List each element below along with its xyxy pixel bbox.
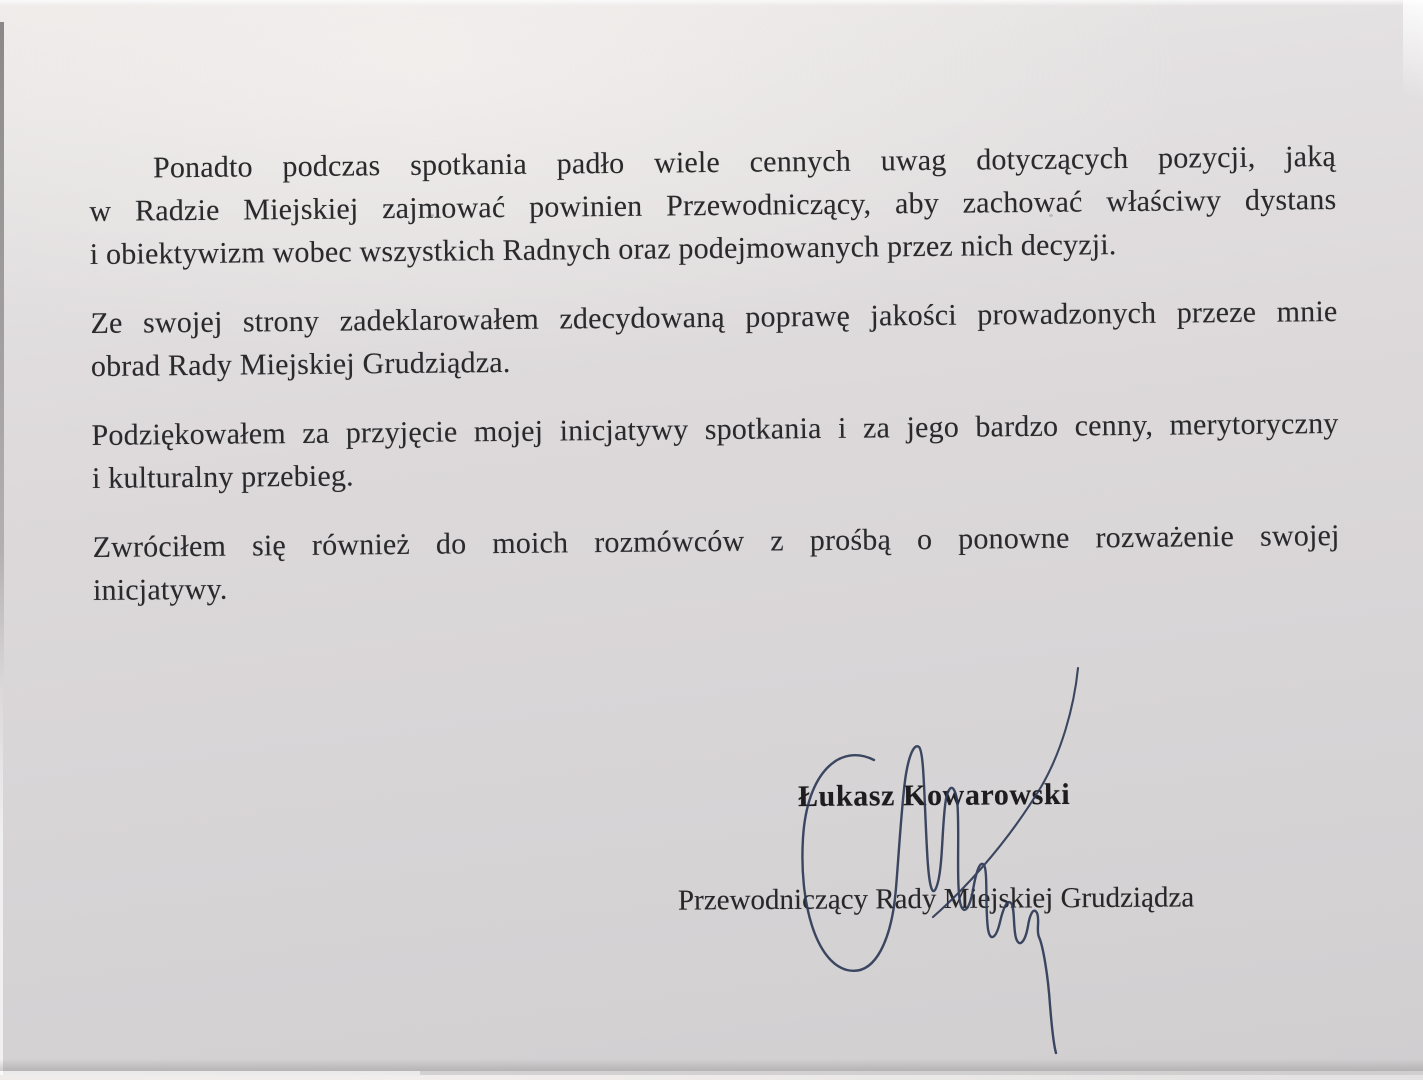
- letter-line: i kulturalny przebieg.: [91, 459, 354, 495]
- photo-edge-bottom-highlight: [0, 1071, 420, 1075]
- letter-body: [89, 135, 1340, 612]
- letter-line: Ponadto podczas spotkania padło wiele cennych uwag dotyczących pozycji, jaką: [152, 140, 1337, 185]
- signatory-name: Łukasz Kowarowski: [797, 777, 1071, 814]
- letter-line: inicjatywy.: [92, 572, 228, 607]
- paragraph: [92, 514, 1340, 612]
- photo-edge-top-right-highlight: [1403, 0, 1423, 130]
- signatory-title: Przewodniczący Rady Miejskiej Grudziądza: [677, 881, 1195, 917]
- photo-edge-top-highlight: [0, 0, 1423, 6]
- photo-edge-left-highlight: [0, 680, 3, 1075]
- letter-line: Ze swojej strony zadeklarowałem zdecydowaną poprawę jakości prowadzonych przeze mnie: [90, 295, 1338, 340]
- letter-line: Podziękowałem za przyjęcie mojej inicjatywy spotkania i za jego bardzo cenny, merytoryczny: [91, 407, 1339, 452]
- photo-edge-bottom-shadow: [0, 1059, 1423, 1071]
- handwritten-signature: [770, 630, 1110, 1080]
- paragraph: [91, 402, 1339, 500]
- paragraph: [90, 290, 1338, 388]
- handwritten-signature-stroke-main: [802, 746, 1056, 1053]
- photo-edge-left-shadow: [0, 22, 4, 682]
- letter-line: obrad Rady Miejskiej Grudziądza.: [90, 345, 511, 383]
- letter-line: w Radzie Miejskiej zajmować powinien Przewodniczący, aby zachować właściwy dystans: [89, 183, 1337, 228]
- paragraph: [89, 135, 1337, 276]
- letter-line: Zwróciłem się również do moich rozmówców z prośbą o ponowne rozważenie swojej: [92, 519, 1340, 564]
- letter-line: i obiektywizm wobec wszystkich Radnych oraz podejmowanych przez nich decyzji.: [89, 228, 1117, 271]
